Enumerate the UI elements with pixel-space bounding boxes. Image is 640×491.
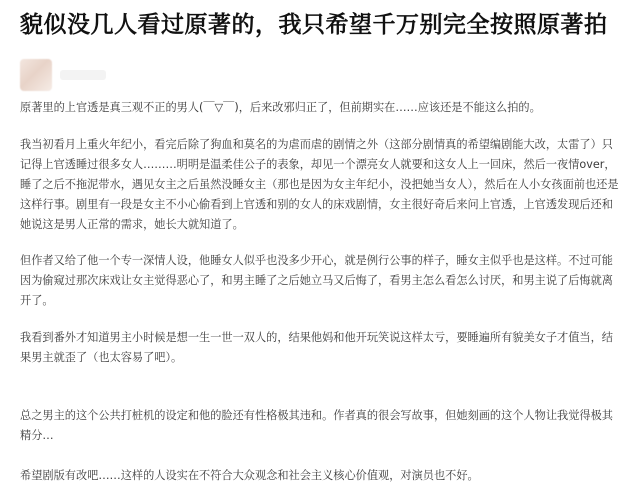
paragraph-4: 我看到番外才知道男主小时候是想一生一世一双人的，结果他妈和他开玩笑说这样太亏，要睡遍所有貌美女子才值当，结果男主就歪了（也太容易了吧）。 (20, 331, 613, 364)
paragraph-5: 总之男主的这个公共打桩机的设定和他的脸还有性格极其违和。作者真的很会写故事，但她刻画的这个人物让我觉得极其精分… (20, 409, 613, 442)
paragraph-6: 希望剧版有改吧……这样的人设实在不符合大众观念和社会主义核心价值观，对演员也不好。 (20, 469, 479, 482)
paragraph-1: 原著里的上官透是真三观不正的男人(￣▽￣)，后来改邪归正了，但前期实在……应该还是不能这么拍的。 (20, 101, 541, 114)
article-title: 貌似没几人看过原著的，我只希望千万别完全按照原著拍 (20, 12, 608, 38)
author-row (20, 58, 624, 92)
paragraph-3: 但作者又给了他一个专一深情人设，他睡女人似乎也没多少开心，就是例行公事的样子，睡女主似乎也是这样。不过可能因为偷窥过那次床戏让女主觉得恶心了，和男主睡了之后她立马又后悔了，看男主怎么看怎么讨厌，和男主说了后悔就离开了。 (20, 254, 613, 307)
avatar[interactable] (20, 59, 52, 91)
article-body (20, 98, 624, 486)
author-name-blurred (60, 70, 106, 80)
paragraph-2: 我当初看月上重火年纪小，看完后除了狗血和莫名的为虐而虐的剧情之外（这部分剧情真的希望编剧能大改，太雷了）只记得上官透睡过很多女人………明明是温柔佳公子的表象，却见一个漂亮女人就要和这女人上一回床，然后一夜情over，睡了之后不拖泥带水，遇见女主之后虽然没睡女主（那也是因为女主年纪小，没把她当女人），然后在人小女孩面前也还是这样行事。剧里有一段是女主不小心偷看到上官透和别的女人的床戏剧情，女主很好奇后来问上官透，上官透发现后还和她说这是男人正常的需求，她长大就知道了。 (20, 138, 619, 231)
